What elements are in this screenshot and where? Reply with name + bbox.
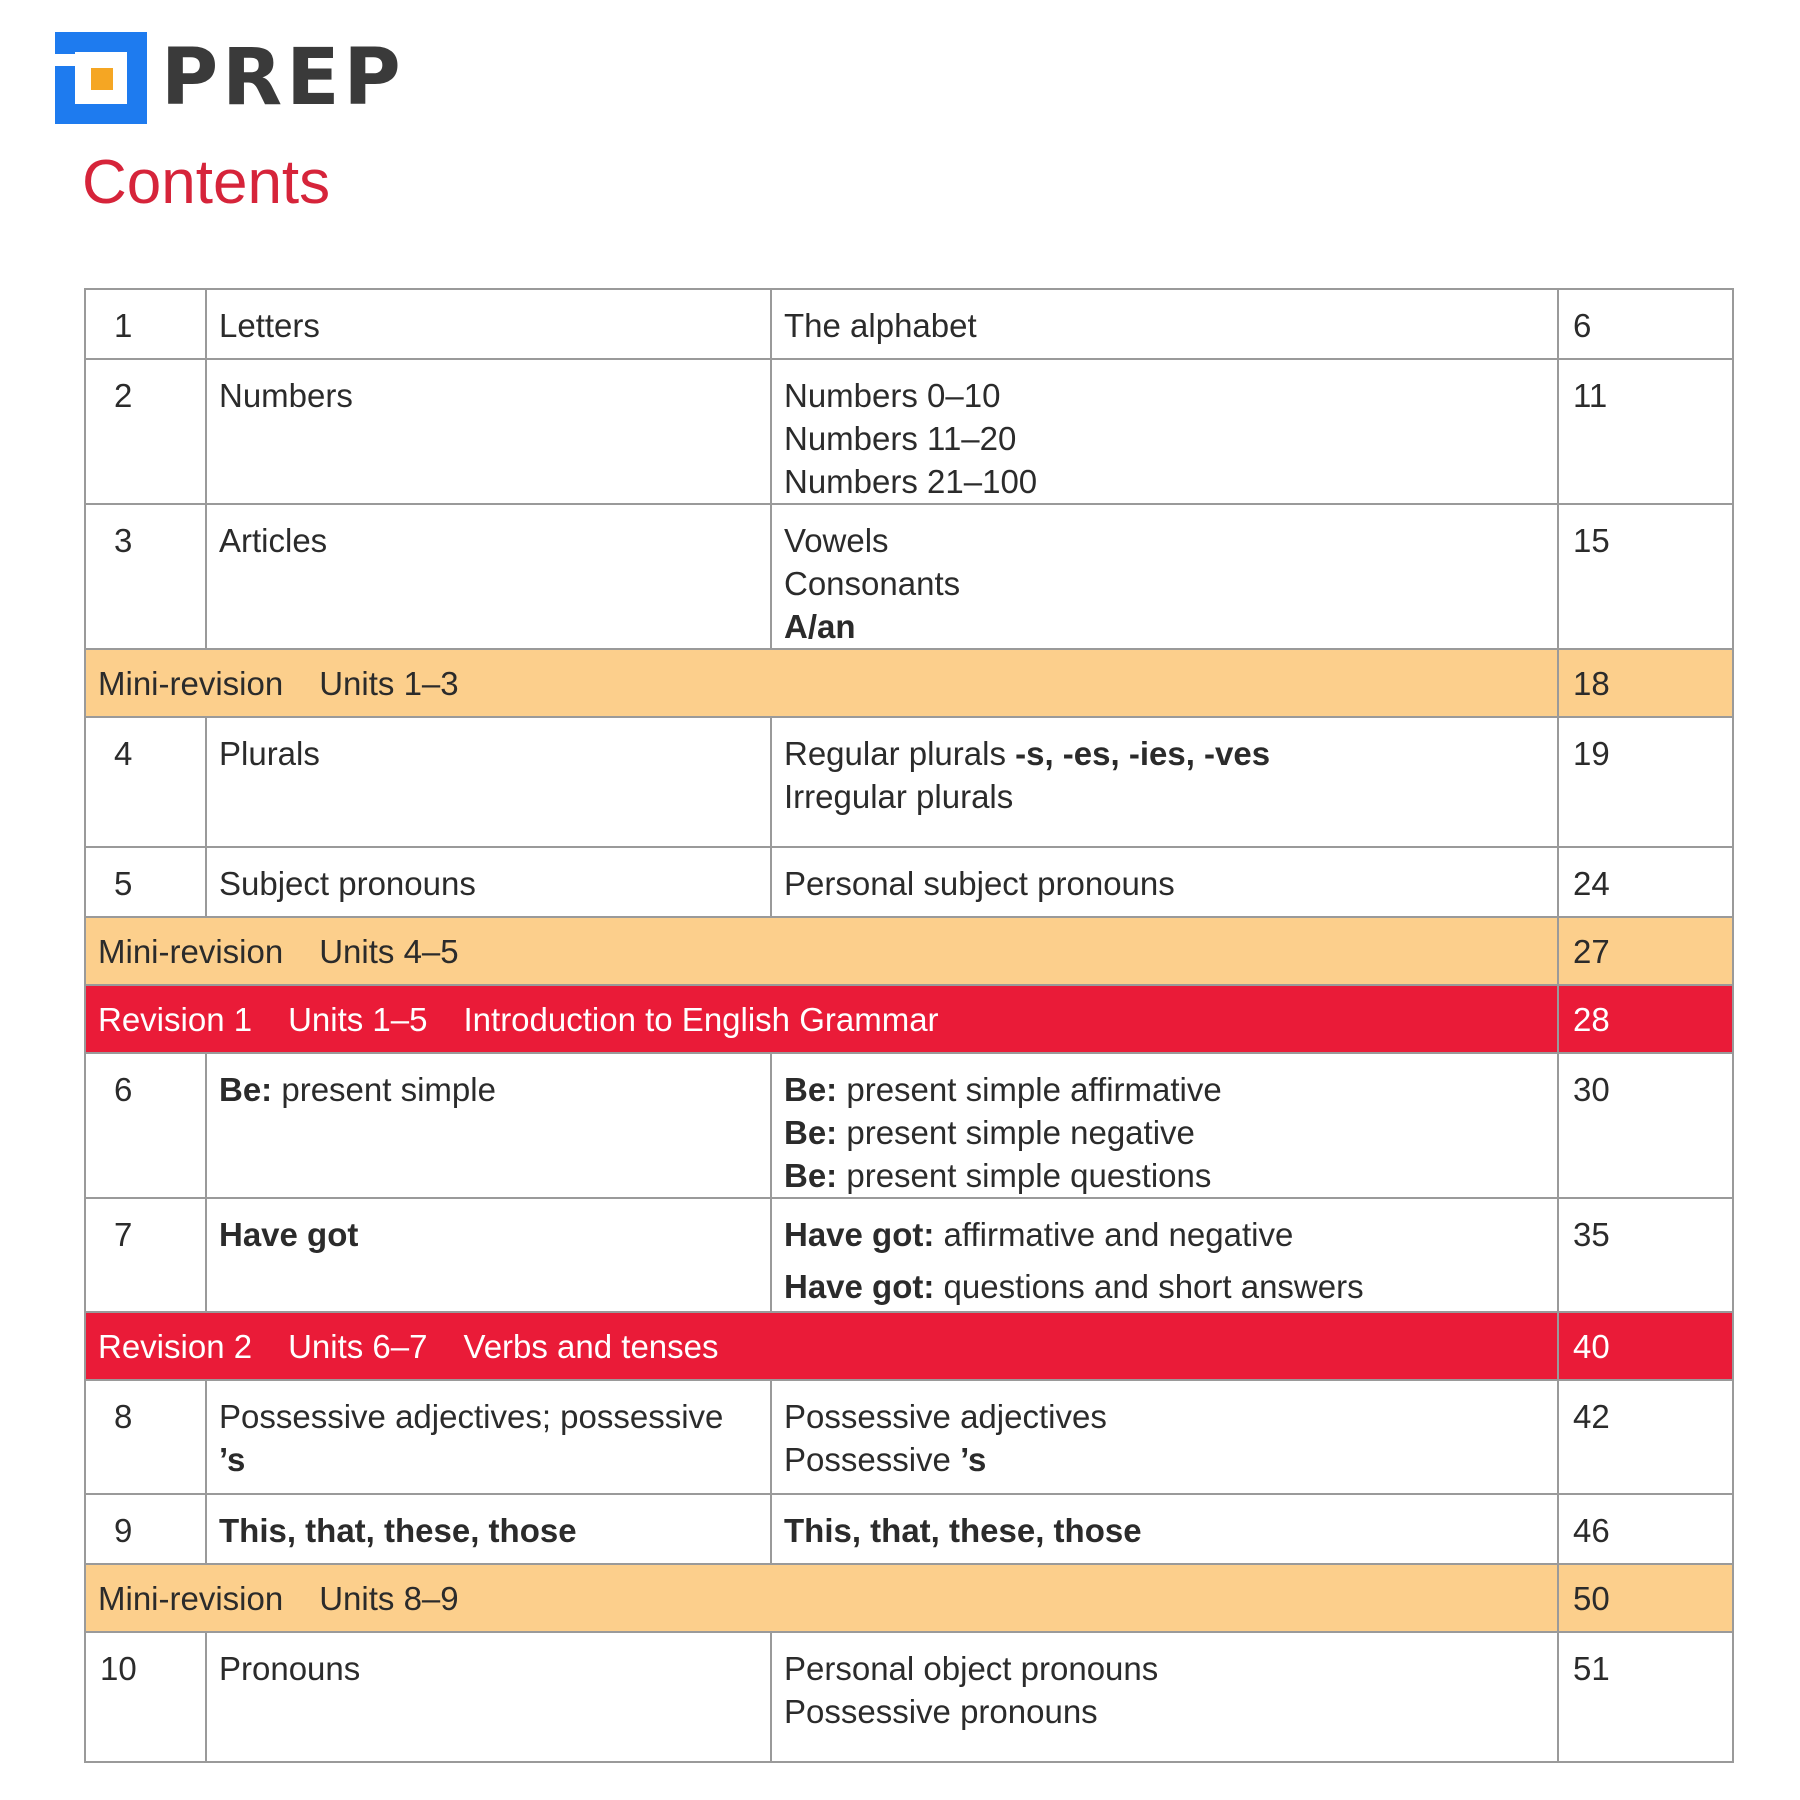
unit-topic: Subject pronouns <box>206 847 771 917</box>
detail-line: A/an <box>784 608 856 645</box>
page-number: 50 <box>1558 1564 1733 1632</box>
unit-details <box>771 717 1558 847</box>
unit-topic: Articles <box>206 504 771 649</box>
detail-line: Vowels <box>784 522 889 559</box>
unit-topic: Have got <box>206 1198 771 1312</box>
detail-line: The alphabet <box>784 307 977 344</box>
detail-line: Numbers 21–100 <box>784 463 1038 500</box>
page-number: 15 <box>1558 504 1733 649</box>
revision-units: Units 1–5 <box>288 1000 428 1038</box>
page-number: 6 <box>1558 289 1733 359</box>
table-row <box>85 504 1733 649</box>
page-number: 11 <box>1558 359 1733 504</box>
page-number: 46 <box>1558 1494 1733 1564</box>
page-number: 35 <box>1558 1198 1733 1312</box>
detail-line: Possessive ’s <box>784 1441 987 1478</box>
unit-topic: Pronouns <box>206 1632 771 1762</box>
unit-details <box>771 289 1558 359</box>
unit-number: 7 <box>85 1198 206 1312</box>
unit-number: 10 <box>85 1632 206 1762</box>
detail-line: This, that, these, those <box>784 1512 1142 1549</box>
detail-line: Be: present simple affirmative <box>784 1071 1222 1108</box>
mini-revision-title: Mini-revision <box>98 1579 284 1617</box>
detail-line: Numbers 11–20 <box>784 420 1017 457</box>
table-row <box>85 847 1733 917</box>
page-number: 24 <box>1558 847 1733 917</box>
unit-topic: Letters <box>206 289 771 359</box>
page-number: 19 <box>1558 717 1733 847</box>
mini-revision-title: Mini-revision <box>98 932 284 970</box>
revision-units: Units 6–7 <box>288 1327 428 1365</box>
page-number: 27 <box>1558 917 1733 985</box>
detail-line: Irregular plurals <box>784 778 1014 815</box>
page-number: 51 <box>1558 1632 1733 1762</box>
revision-row <box>85 985 1733 1053</box>
detail-line: Consonants <box>784 565 961 602</box>
revision-title: Revision 1 <box>98 1000 253 1038</box>
detail-line: Possessive pronouns <box>784 1693 1098 1730</box>
unit-topic: Plurals <box>206 717 771 847</box>
detail-line: Have got: questions and short answers <box>784 1268 1364 1305</box>
revision-row <box>85 1312 1733 1380</box>
unit-number: 9 <box>85 1494 206 1564</box>
table-row <box>85 1198 1733 1312</box>
revision-subject: Introduction to English Grammar <box>463 1000 939 1038</box>
detail-line: Personal object pronouns <box>784 1650 1159 1687</box>
mini-revision-label <box>85 1564 1558 1632</box>
unit-details <box>771 1380 1558 1494</box>
detail-line: Regular plurals -s, -es, -ies, -ves <box>784 735 1271 772</box>
unit-number: 8 <box>85 1380 206 1494</box>
unit-details <box>771 1494 1558 1564</box>
unit-details <box>771 504 1558 649</box>
table-row <box>85 1632 1733 1762</box>
revision-title: Revision 2 <box>98 1327 253 1365</box>
brand-name: PREP <box>161 33 405 123</box>
table-row <box>85 1053 1733 1198</box>
detail-line: Have got: affirmative and negative <box>784 1216 1294 1253</box>
unit-details <box>771 1198 1558 1312</box>
mini-revision-row <box>85 1564 1733 1632</box>
unit-number: 3 <box>85 504 206 649</box>
unit-details <box>771 847 1558 917</box>
unit-details <box>771 1632 1558 1762</box>
page-number: 18 <box>1558 649 1733 717</box>
brand-logo <box>55 32 405 124</box>
unit-number: 6 <box>85 1053 206 1198</box>
unit-topic: Numbers <box>206 359 771 504</box>
revision-label <box>85 985 1558 1053</box>
unit-number: 2 <box>85 359 206 504</box>
contents-table <box>84 288 1734 1763</box>
unit-number: 4 <box>85 717 206 847</box>
page-title: Contents <box>82 148 331 217</box>
unit-number: 5 <box>85 847 206 917</box>
prep-logo-icon <box>55 32 147 124</box>
table-row <box>85 289 1733 359</box>
mini-revision-label <box>85 917 1558 985</box>
page-number: 40 <box>1558 1312 1733 1380</box>
mini-revision-label <box>85 649 1558 717</box>
detail-line: Numbers 0–10 <box>784 377 1001 414</box>
unit-details <box>771 359 1558 504</box>
table-row <box>85 359 1733 504</box>
mini-revision-units: Units 1–3 <box>319 664 459 702</box>
table-row <box>85 717 1733 847</box>
detail-line: Be: present simple questions <box>784 1157 1212 1194</box>
unit-details <box>771 1053 1558 1198</box>
table-row <box>85 1494 1733 1564</box>
page-number: 28 <box>1558 985 1733 1053</box>
mini-revision-units: Units 4–5 <box>319 932 459 970</box>
detail-line: Possessive adjectives <box>784 1398 1107 1435</box>
detail-line: Be: present simple negative <box>784 1114 1195 1151</box>
unit-topic: Be: present simple <box>206 1053 771 1198</box>
unit-topic: Possessive adjectives; possessive ’s <box>206 1380 771 1494</box>
unit-topic: This, that, these, those <box>206 1494 771 1564</box>
mini-revision-title: Mini-revision <box>98 664 284 702</box>
page-number: 30 <box>1558 1053 1733 1198</box>
detail-line: Personal subject pronouns <box>784 865 1175 902</box>
mini-revision-row <box>85 917 1733 985</box>
unit-number: 1 <box>85 289 206 359</box>
revision-subject: Verbs and tenses <box>463 1327 719 1365</box>
page-number: 42 <box>1558 1380 1733 1494</box>
mini-revision-units: Units 8–9 <box>319 1579 459 1617</box>
table-row <box>85 1380 1733 1494</box>
revision-label <box>85 1312 1558 1380</box>
mini-revision-row <box>85 649 1733 717</box>
